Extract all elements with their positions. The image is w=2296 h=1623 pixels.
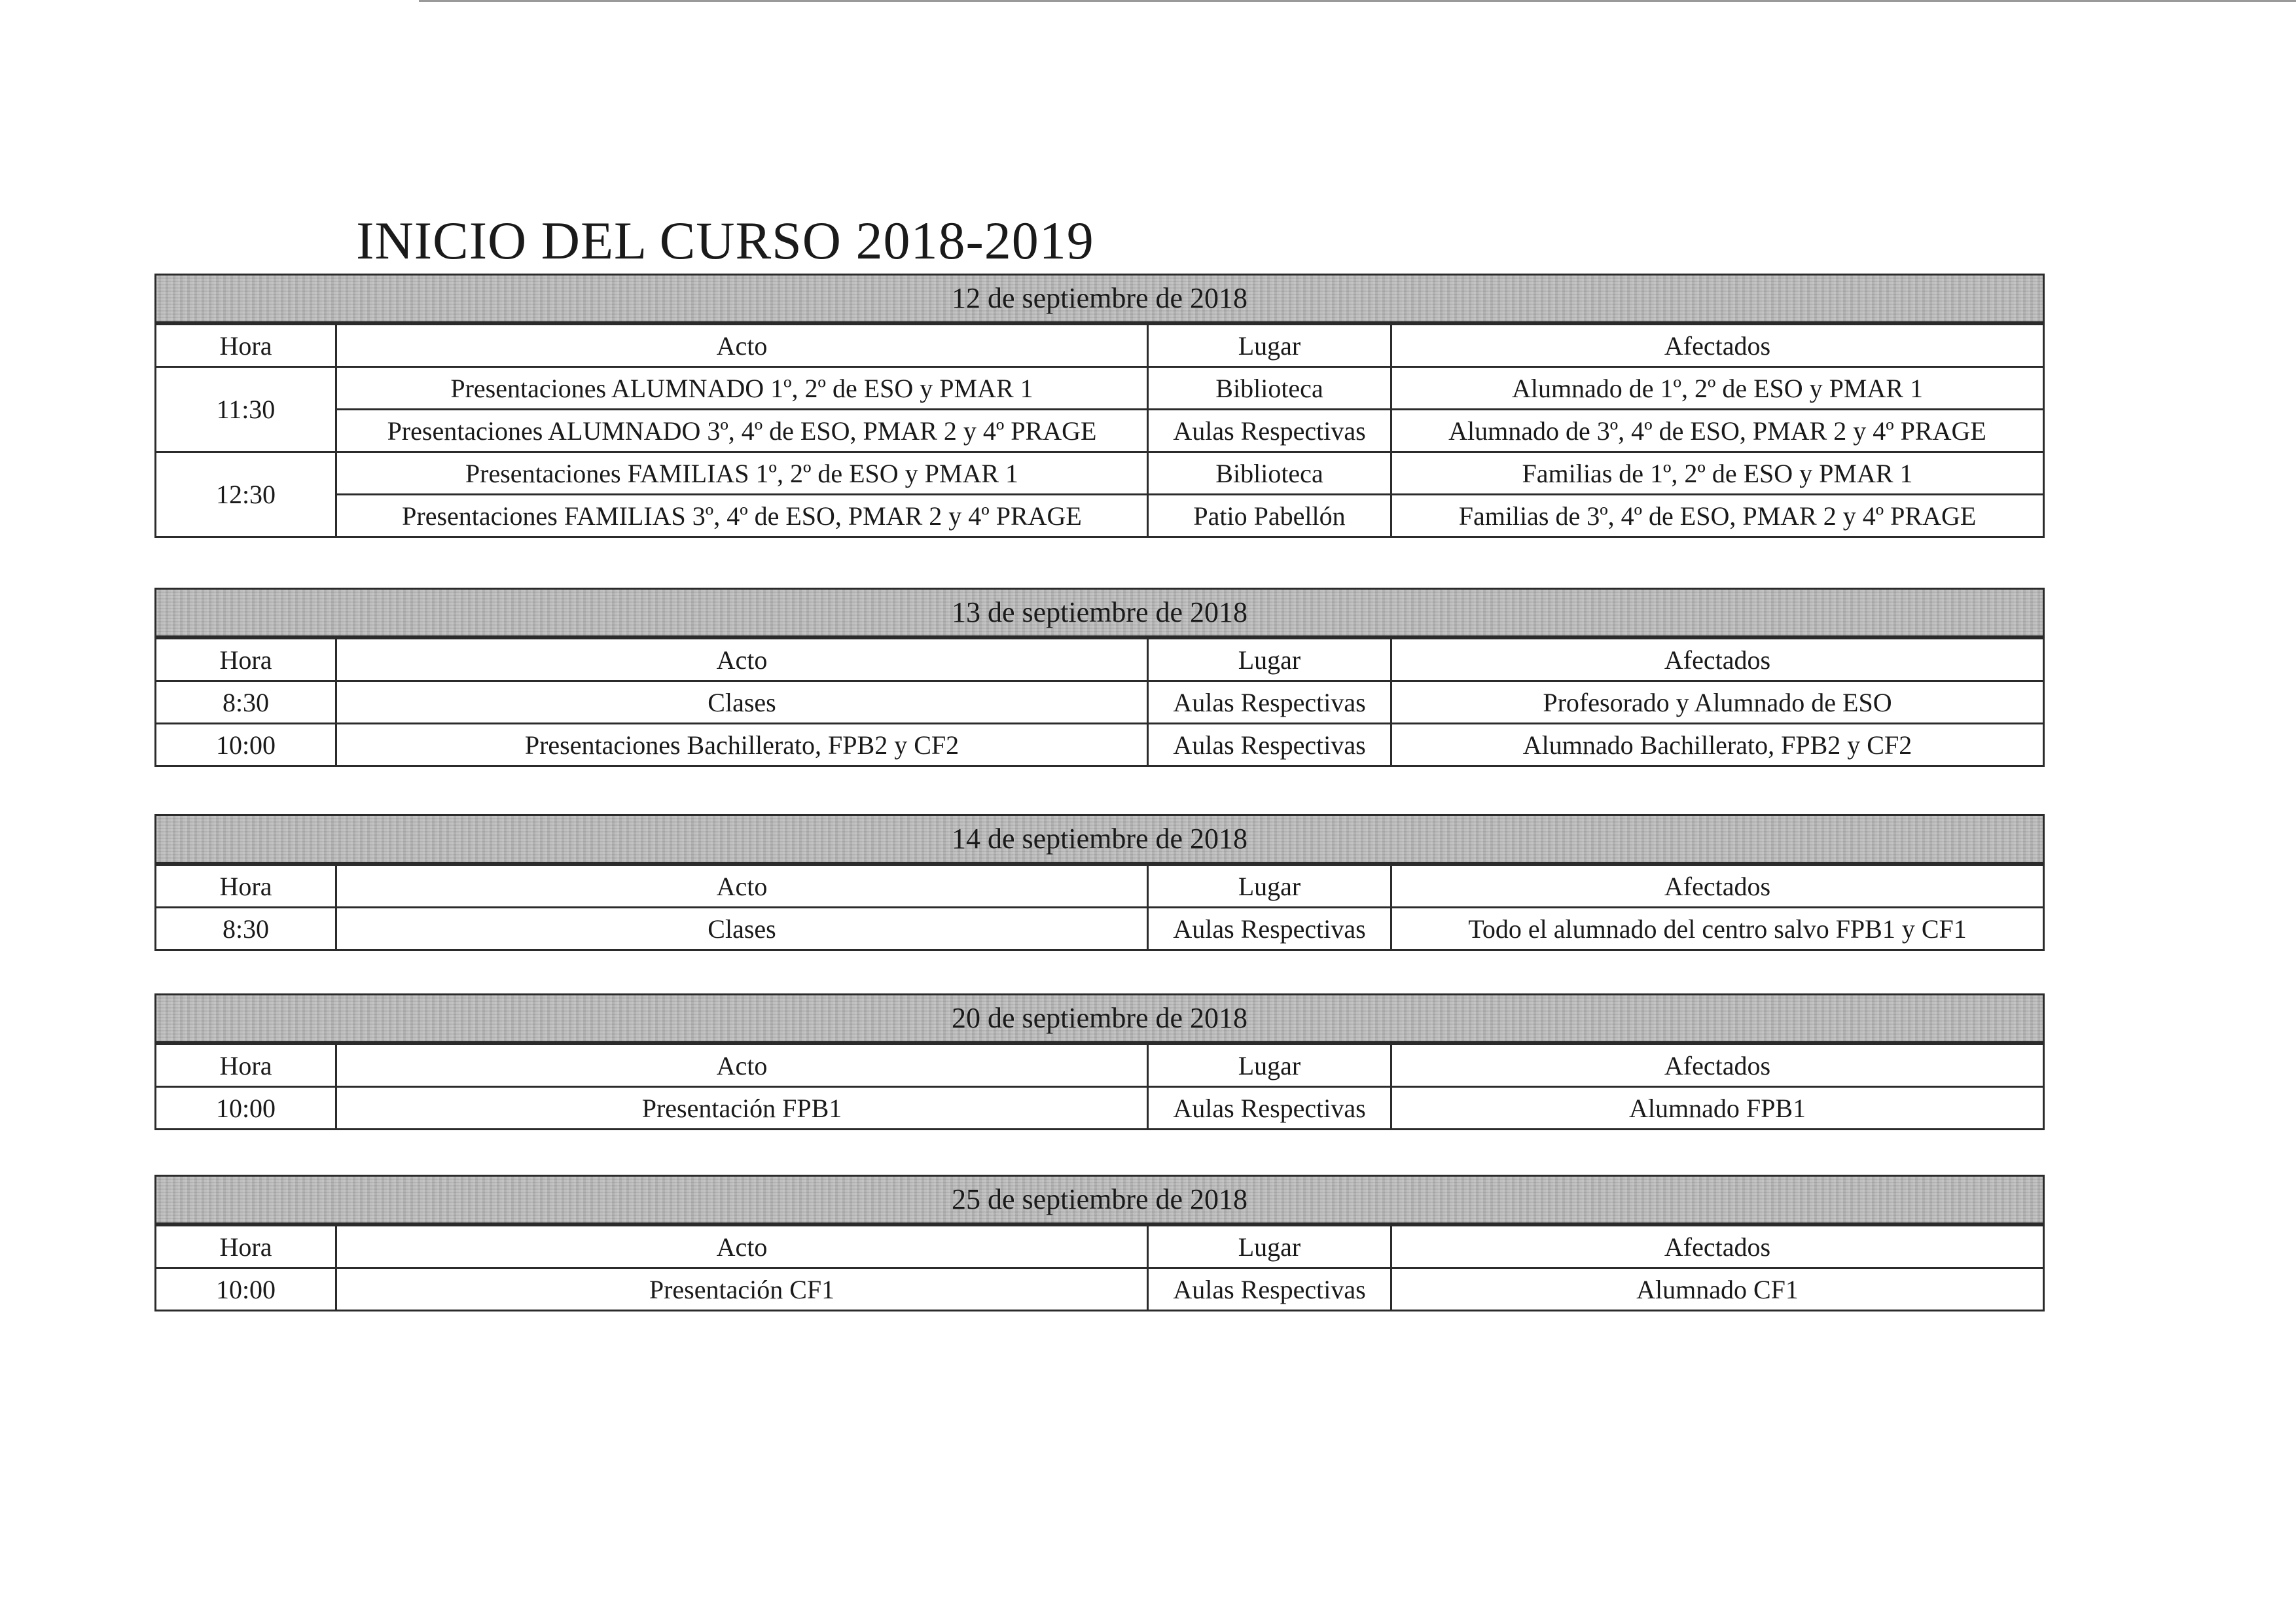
afectados-cell: Profesorado y Alumnado de ESO	[1391, 681, 2044, 724]
afectados-header: Afectados	[1391, 639, 2044, 681]
hora-header: Hora	[156, 639, 336, 681]
afectados-cell: Alumnado de 1º, 2º de ESO y PMAR 1	[1391, 367, 2044, 410]
schedule-table	[154, 1224, 2045, 1311]
lugar-cell: Aulas Respectivas	[1148, 410, 1391, 452]
lugar-cell: Aulas Respectivas	[1148, 1268, 1391, 1311]
day-date-header: 14 de septiembre de 2018	[154, 814, 2045, 864]
day-block	[154, 814, 2045, 951]
lugar-header: Lugar	[1148, 1226, 1391, 1268]
table-row	[156, 908, 2044, 950]
acto-cell: Presentaciones Bachillerato, FPB2 y CF2	[336, 724, 1148, 766]
table-row	[156, 681, 2044, 724]
acto-header: Acto	[336, 639, 1148, 681]
day-block	[154, 274, 2045, 538]
afectados-header: Afectados	[1391, 1044, 2044, 1087]
afectados-cell: Alumnado de 3º, 4º de ESO, PMAR 2 y 4º PRAGE	[1391, 410, 2044, 452]
acto-cell: Clases	[336, 681, 1148, 724]
header-row	[156, 1044, 2044, 1087]
table-row	[156, 1087, 2044, 1130]
schedule-table	[154, 1043, 2045, 1130]
afectados-cell: Familias de 1º, 2º de ESO y PMAR 1	[1391, 452, 2044, 495]
lugar-cell: Aulas Respectivas	[1148, 681, 1391, 724]
table-row	[156, 410, 2044, 452]
acto-header: Acto	[336, 865, 1148, 908]
hora-cell: 12:30	[156, 452, 336, 537]
day-date-header: 12 de septiembre de 2018	[154, 274, 2045, 323]
day-date-header: 20 de septiembre de 2018	[154, 993, 2045, 1043]
afectados-header: Afectados	[1391, 325, 2044, 367]
header-row	[156, 1226, 2044, 1268]
hora-header: Hora	[156, 1226, 336, 1268]
afectados-header: Afectados	[1391, 865, 2044, 908]
lugar-header: Lugar	[1148, 865, 1391, 908]
table-row	[156, 367, 2044, 410]
lugar-cell: Aulas Respectivas	[1148, 1087, 1391, 1130]
lugar-cell: Patio Pabellón	[1148, 495, 1391, 537]
header-row	[156, 865, 2044, 908]
schedule-table	[154, 864, 2045, 951]
afectados-cell: Alumnado FPB1	[1391, 1087, 2044, 1130]
page-top-edge	[419, 0, 2296, 2]
afectados-header: Afectados	[1391, 1226, 2044, 1268]
table-row	[156, 724, 2044, 766]
hora-cell: 8:30	[156, 681, 336, 724]
header-row	[156, 325, 2044, 367]
lugar-cell: Aulas Respectivas	[1148, 724, 1391, 766]
acto-cell: Presentación FPB1	[336, 1087, 1148, 1130]
afectados-cell: Todo el alumnado del centro salvo FPB1 y CF1	[1391, 908, 2044, 950]
hora-header: Hora	[156, 1044, 336, 1087]
acto-cell: Presentaciones ALUMNADO 1º, 2º de ESO y PMAR 1	[336, 367, 1148, 410]
acto-header: Acto	[336, 1226, 1148, 1268]
day-date-header: 13 de septiembre de 2018	[154, 588, 2045, 637]
page-title-text: INICIO DEL CURSO 2018-2019	[356, 211, 1094, 270]
day-block	[154, 588, 2045, 767]
schedule-table	[154, 323, 2045, 538]
hora-header: Hora	[156, 325, 336, 367]
day-date-header: 25 de septiembre de 2018	[154, 1175, 2045, 1224]
afectados-cell: Alumnado Bachillerato, FPB2 y CF2	[1391, 724, 2044, 766]
acto-cell: Presentaciones FAMILIAS 3º, 4º de ESO, PMAR 2 y 4º PRAGE	[336, 495, 1148, 537]
hora-header: Hora	[156, 865, 336, 908]
lugar-cell: Biblioteca	[1148, 452, 1391, 495]
page-title	[0, 208, 2296, 274]
acto-cell: Presentación CF1	[336, 1268, 1148, 1311]
hora-cell: 10:00	[156, 724, 336, 766]
acto-header: Acto	[336, 1044, 1148, 1087]
lugar-header: Lugar	[1148, 325, 1391, 367]
acto-cell: Presentaciones FAMILIAS 1º, 2º de ESO y PMAR 1	[336, 452, 1148, 495]
hora-cell: 11:30	[156, 367, 336, 452]
lugar-header: Lugar	[1148, 1044, 1391, 1087]
table-row	[156, 1268, 2044, 1311]
lugar-cell: Biblioteca	[1148, 367, 1391, 410]
lugar-cell: Aulas Respectivas	[1148, 908, 1391, 950]
day-block	[154, 1175, 2045, 1311]
hora-cell: 10:00	[156, 1268, 336, 1311]
acto-cell: Presentaciones ALUMNADO 3º, 4º de ESO, PMAR 2 y 4º PRAGE	[336, 410, 1148, 452]
schedule-table	[154, 637, 2045, 767]
table-row	[156, 495, 2044, 537]
acto-header: Acto	[336, 325, 1148, 367]
table-row	[156, 452, 2044, 495]
afectados-cell: Familias de 3º, 4º de ESO, PMAR 2 y 4º PRAGE	[1391, 495, 2044, 537]
lugar-header: Lugar	[1148, 639, 1391, 681]
acto-cell: Clases	[336, 908, 1148, 950]
day-block	[154, 993, 2045, 1130]
afectados-cell: Alumnado CF1	[1391, 1268, 2044, 1311]
hora-cell: 8:30	[156, 908, 336, 950]
header-row	[156, 639, 2044, 681]
hora-cell: 10:00	[156, 1087, 336, 1130]
